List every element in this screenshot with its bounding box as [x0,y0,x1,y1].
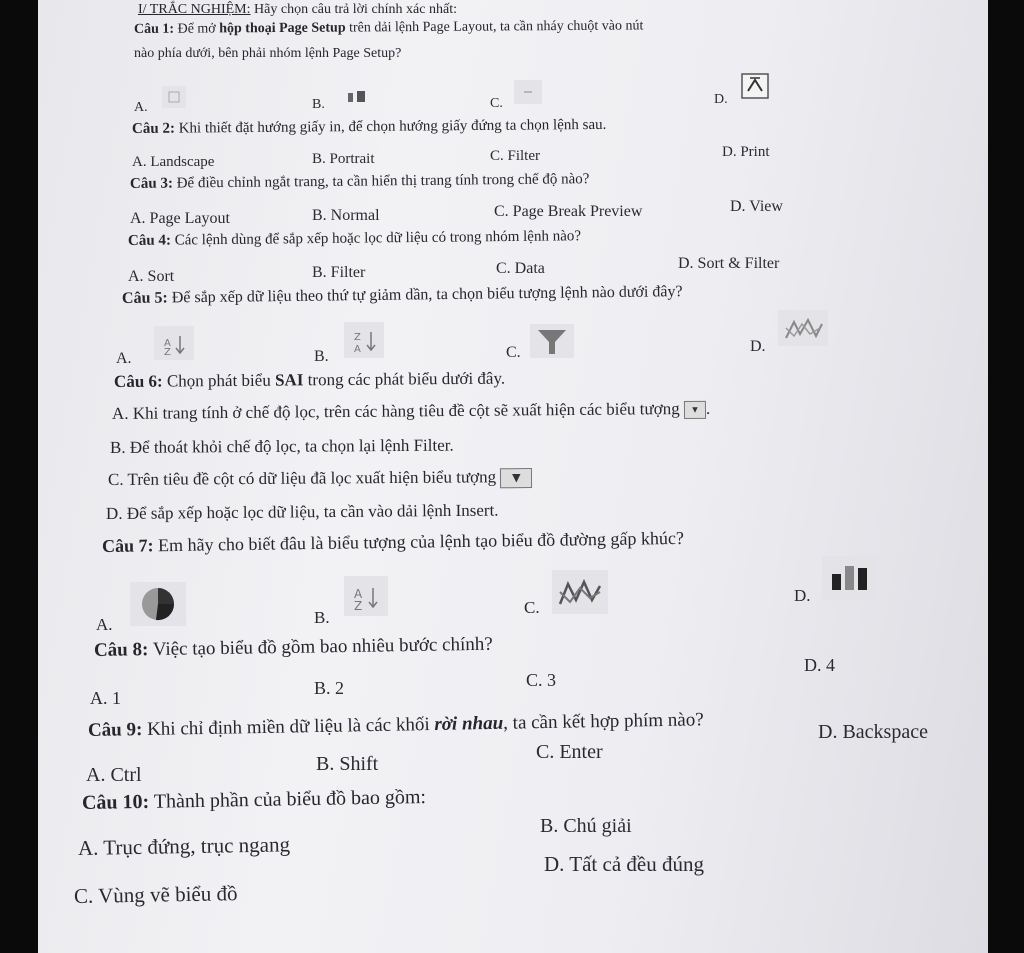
question-6-label: Câu 6: [113,371,163,391]
column-chart-icon [822,556,878,600]
q8-option-a: A. 1 [90,688,121,708]
section-title: I/ TRẮC NGHIỆM: [138,2,251,17]
q6-option-b: B. Để thoát khỏi chế độ lọc, ta chọn lại lệnh Filter. [109,435,454,457]
line-chart-icon-q7 [552,570,608,614]
q1-option-d: D. [714,92,728,107]
q7-option-b: B. [314,608,330,627]
q7-option-a: A. [96,615,113,634]
sort-ascending-icon [154,326,194,360]
q8-option-d: D. 4 [804,655,835,675]
question-2-label: Câu 2: [131,120,175,137]
q1-option-b: B. [312,97,325,112]
q8-option-c: C. 3 [526,670,557,690]
minimize-icon [514,80,542,104]
question-6-text-a: Chọn phát biểu [166,370,276,391]
question-8-text: Việc tạo biểu đồ gồm bao nhiêu bước chính? [152,633,493,661]
question-4-text: Các lệnh dùng để sắp xếp hoặc lọc dữ liệu có trong nhóm lệnh nào? [174,228,582,249]
question-1 [134,18,644,38]
margins-icon [344,88,372,106]
question-5-text: Để sắp xếp dữ liệu theo thứ tự giảm dần, ta chọn biểu tượng lệnh nào dưới đây? [171,283,683,307]
filter-icon [530,324,574,358]
question-4 [128,228,581,250]
q5-option-d: D. [750,338,766,355]
svg-text:A: A [164,338,171,349]
q7-option-c: C. [524,598,540,617]
question-2-text: Khi thiết đặt hướng giấy in, để chọn hướng giấy đứng ta chọn lệnh sau. [178,116,607,137]
svg-text:Z: Z [164,347,171,358]
q3-option-b: B. Normal [312,207,380,224]
q1-option-c: C. [490,96,503,111]
question-6-text-bold: SAI [274,370,304,390]
question-3 [130,171,590,193]
q7-option-d: D. [794,586,811,605]
question-1-text-bold: hộp thoại Page Setup [219,20,346,37]
question-9 [88,709,704,742]
worksheet-paper [38,0,988,953]
q4-option-c: C. Data [496,260,545,277]
q3-option-c: C. Page Break Preview [494,203,643,220]
q2-option-b: B. Portrait [312,151,375,167]
pie-chart-icon [130,582,186,626]
question-9-text-emphasis: rời nhau [434,712,504,735]
question-5 [122,283,683,308]
q5-option-a: A. [116,350,132,367]
q4-option-d: D. Sort & Filter [678,255,780,272]
question-10 [82,786,426,815]
q3-option-d: D. View [730,198,783,215]
q5-option-b: B. [314,348,329,365]
question-4-label: Câu 4: [127,232,171,249]
q2-option-c: C. Filter [490,148,541,164]
question-7-text: Em hãy cho biết đâu là biểu tượng của lệnh tạo biểu đồ đường gấp khúc? [157,527,684,556]
q9-option-c: C. Enter [536,741,603,763]
question-7 [102,528,684,557]
sort-ascending-icon-q7 [344,576,388,616]
page-setup-dialog-icon [162,86,186,108]
q4-option-b: B. Filter [312,264,366,281]
q10-option-c: C. Vùng vẽ biểu đồ [73,881,238,908]
svg-text:A: A [354,344,361,355]
question-10-text: Thành phần của biểu đồ bao gồm: [153,785,427,813]
filter-applied-icon: ▼ [500,468,532,488]
svg-text:Z: Z [354,599,363,613]
q9-option-a: A. Ctrl [86,764,142,786]
question-8 [94,634,493,662]
dialog-launcher-icon [740,72,770,100]
q6-option-c-text: C. Trên tiêu đề cột có dữ liệu đã lọc xuất hiện biểu tượng [107,467,497,489]
question-6 [114,369,505,392]
question-9-text-b: , ta cần kết hợp phím nào? [503,709,704,734]
question-1-text-b: trên dải lệnh Page Layout, ta cần nháy chuột vào nút [345,18,644,36]
q10-option-a: A. Trục đứng, trục ngang [77,832,291,860]
section-header [138,2,457,18]
q8-option-b: B. 2 [314,678,345,698]
q2-option-a: A. Landscape [132,154,215,170]
q9-option-d: D. Backspace [818,721,928,743]
question-3-label: Câu 3: [129,175,173,192]
svg-text:A: A [354,587,363,601]
question-3-text: Để điều chỉnh ngắt trang, ta cần hiển thị trang tính trong chế độ nào? [176,171,590,192]
question-1-line2: nào phía dưới, bên phải nhóm lệnh Page Setup? [134,46,402,61]
dropdown-arrow-icon: ▾ [684,401,706,419]
question-7-label: Câu 7: [101,535,154,556]
q1-option-a: A. [134,100,148,115]
q3-option-a: A. Page Layout [130,210,230,227]
question-6-text-b: trong các phát biểu dưới đây. [303,368,506,390]
q2-option-d: D. Print [722,144,770,160]
q10-option-d: D. Tất cả đều đúng [544,852,704,876]
q6-option-a: A. Khi trang tính ở chế độ lọc, trên các hàng tiêu đề cột sẽ xuất hiện các biểu tượng ▾ . [111,398,711,423]
section-instruction: Hãy chọn câu trả lời chính xác nhất: [254,2,457,17]
q6-option-a-text: A. Khi trang tính ở chế độ lọc, trên các hàng tiêu đề cột sẽ xuất hiện các biểu tượng [111,399,680,423]
question-10-label: Câu 10: [81,790,150,814]
q6-option-c [108,467,533,491]
q5-option-c: C. [506,344,521,361]
question-9-text-a: Khi chỉ định miền dữ liệu là các khối [146,713,435,740]
svg-text:Z: Z [354,332,361,343]
question-8-label: Câu 8: [93,639,149,661]
question-1-label: Câu 1: [133,21,175,37]
question-1-text-a: Để mở [177,21,220,37]
question-9-label: Câu 9: [87,719,143,741]
q4-option-a: A. Sort [128,268,175,285]
question-5-label: Câu 5: [121,289,168,307]
q9-option-b: B. Shift [316,753,379,775]
q6-option-d: D. Để sắp xếp hoặc lọc dữ liệu, ta cần vào dải lệnh Insert. [105,500,499,523]
sort-descending-icon [344,322,384,358]
question-2 [132,117,606,138]
q10-option-b: B. Chú giải [540,815,632,837]
line-chart-icon [778,310,828,346]
